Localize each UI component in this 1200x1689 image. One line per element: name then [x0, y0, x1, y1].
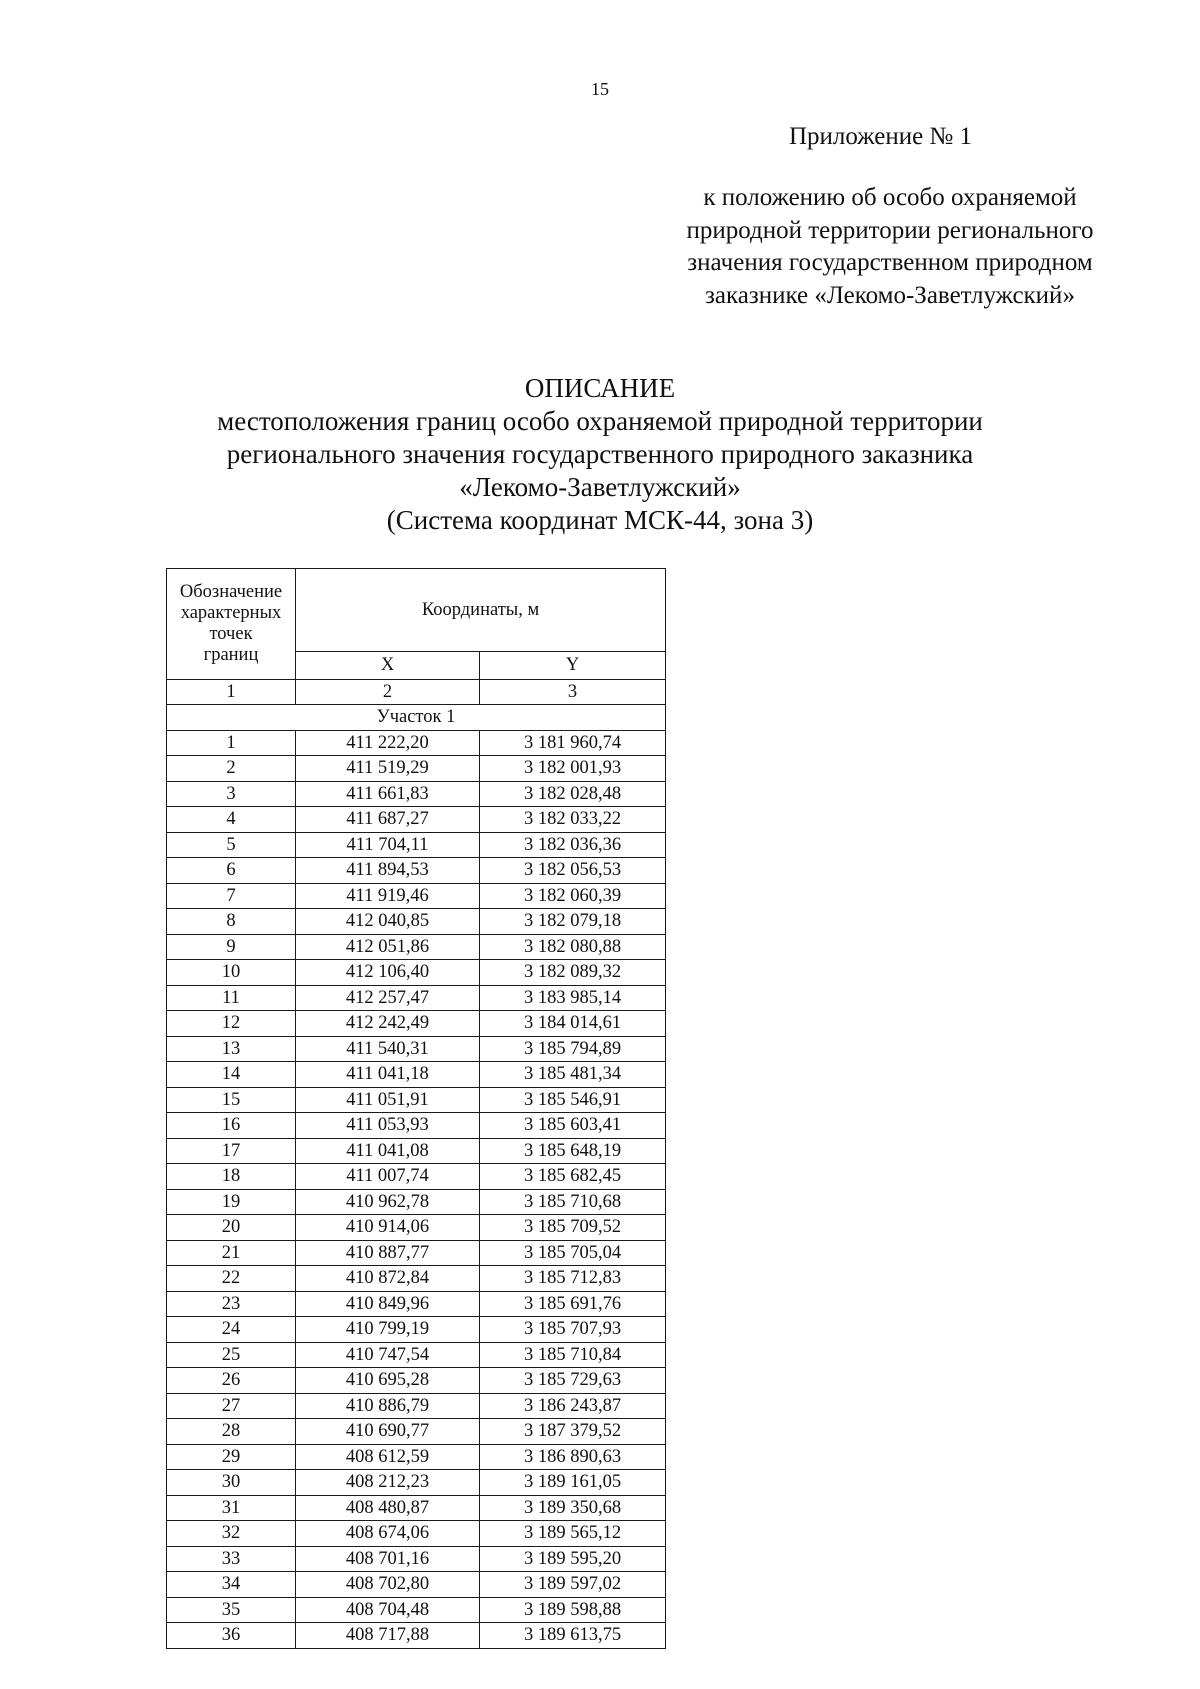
table-row	[167, 883, 666, 909]
table-row	[167, 1546, 666, 1572]
point-number-cell: 20	[167, 1215, 296, 1241]
column-number: 1	[167, 680, 296, 705]
point-number-cell: 9	[167, 934, 296, 960]
table-row	[167, 1291, 666, 1317]
point-number-cell: 13	[167, 1036, 296, 1062]
table-header-row	[167, 569, 666, 652]
y-coordinate-cell: 3 185 729,63	[480, 1368, 666, 1394]
header-point-designation	[167, 569, 296, 680]
x-coordinate-cell: 410 962,78	[296, 1189, 480, 1215]
table-row	[167, 858, 666, 884]
x-coordinate-cell: 410 849,96	[296, 1291, 480, 1317]
y-coordinate-cell: 3 182 079,18	[480, 909, 666, 935]
table-row	[167, 1317, 666, 1343]
table-row	[167, 1087, 666, 1113]
table-row	[167, 756, 666, 782]
point-number-cell: 29	[167, 1444, 296, 1470]
point-number-cell: 30	[167, 1470, 296, 1496]
table-row	[167, 1444, 666, 1470]
y-coordinate-cell: 3 183 985,14	[480, 985, 666, 1011]
y-coordinate-cell: 3 185 710,68	[480, 1189, 666, 1215]
document-heading	[0, 372, 1200, 537]
y-coordinate-cell: 3 186 243,87	[480, 1393, 666, 1419]
table-row	[167, 1062, 666, 1088]
table-row	[167, 1623, 666, 1649]
x-coordinate-cell: 408 480,87	[296, 1495, 480, 1521]
y-coordinate-cell: 3 185 546,91	[480, 1087, 666, 1113]
y-coordinate-cell: 3 185 691,76	[480, 1291, 666, 1317]
table-row	[167, 1521, 666, 1547]
y-coordinate-cell: 3 185 682,45	[480, 1164, 666, 1190]
table-row	[167, 730, 666, 756]
y-coordinate-cell: 3 185 709,52	[480, 1215, 666, 1241]
point-number-cell: 36	[167, 1623, 296, 1649]
appendix-subtitle-line: природной территории регионального	[686, 216, 1094, 244]
table-row	[167, 1138, 666, 1164]
table-row	[167, 1342, 666, 1368]
y-coordinate-cell: 3 185 648,19	[480, 1138, 666, 1164]
point-number-cell: 34	[167, 1572, 296, 1598]
y-coordinate-cell: 3 187 379,52	[480, 1419, 666, 1445]
table-row	[167, 832, 666, 858]
document-heading-line: «Лекомо-Заветлужский»	[459, 472, 741, 502]
appendix-title: Приложение № 1	[789, 123, 973, 150]
point-number-cell: 31	[167, 1495, 296, 1521]
x-coordinate-cell: 411 053,93	[296, 1113, 480, 1139]
y-coordinate-cell: 3 185 481,34	[480, 1062, 666, 1088]
column-number: 3	[480, 680, 666, 705]
y-coordinate-cell: 3 189 595,20	[480, 1546, 666, 1572]
y-coordinate-cell: 3 189 565,12	[480, 1521, 666, 1547]
table-row	[167, 934, 666, 960]
appendix-subtitle-line: значения государственном природном	[687, 249, 1093, 276]
point-number-cell: 12	[167, 1011, 296, 1037]
x-coordinate-cell: 410 747,54	[296, 1342, 480, 1368]
y-coordinate-cell: 3 189 161,05	[480, 1470, 666, 1496]
x-coordinate-cell: 408 702,80	[296, 1572, 480, 1598]
table-row	[167, 1266, 666, 1292]
x-coordinate-cell: 408 701,16	[296, 1546, 480, 1572]
table-row	[167, 1393, 666, 1419]
y-coordinate-cell: 3 182 028,48	[480, 781, 666, 807]
x-coordinate-cell: 408 674,06	[296, 1521, 480, 1547]
y-coordinate-cell: 3 189 613,75	[480, 1623, 666, 1649]
point-number-cell: 27	[167, 1393, 296, 1419]
header-point-line: характерных	[180, 603, 282, 623]
x-coordinate-cell: 411 540,31	[296, 1036, 480, 1062]
section-label: Участок 1	[167, 705, 666, 731]
table-row	[167, 985, 666, 1011]
point-number-cell: 4	[167, 807, 296, 833]
y-coordinate-cell: 3 185 603,41	[480, 1113, 666, 1139]
y-coordinate-cell: 3 182 089,32	[480, 960, 666, 986]
table-row	[167, 909, 666, 935]
y-coordinate-cell: 3 185 705,04	[480, 1240, 666, 1266]
page-number: 15	[591, 79, 609, 99]
point-number-cell: 14	[167, 1062, 296, 1088]
table-row	[167, 1495, 666, 1521]
point-number-cell: 1	[167, 730, 296, 756]
point-number-cell: 15	[167, 1087, 296, 1113]
header-y: Y	[480, 651, 666, 679]
x-coordinate-cell: 411 919,46	[296, 883, 480, 909]
point-number-cell: 2	[167, 756, 296, 782]
table-row	[167, 1419, 666, 1445]
point-number-cell: 35	[167, 1597, 296, 1623]
point-number-cell: 11	[167, 985, 296, 1011]
table-section-row	[167, 705, 666, 731]
y-coordinate-cell: 3 182 060,39	[480, 883, 666, 909]
x-coordinate-cell: 411 519,29	[296, 756, 480, 782]
x-coordinate-cell: 411 661,83	[296, 781, 480, 807]
point-number-cell: 25	[167, 1342, 296, 1368]
document-heading-line: (Система координат МСК-44, зона 3)	[386, 505, 814, 535]
appendix-subtitle-line: к положению об особо охраняемой	[703, 184, 1077, 211]
table-row	[167, 1113, 666, 1139]
x-coordinate-cell: 411 687,27	[296, 807, 480, 833]
y-coordinate-cell: 3 189 350,68	[480, 1495, 666, 1521]
document-heading-line: регионального значения государственного природного заказника	[226, 439, 974, 469]
header-x: X	[296, 651, 480, 679]
point-number-cell: 8	[167, 909, 296, 935]
x-coordinate-cell: 411 041,08	[296, 1138, 480, 1164]
y-coordinate-cell: 3 182 001,93	[480, 756, 666, 782]
y-coordinate-cell: 3 182 036,36	[480, 832, 666, 858]
point-number-cell: 33	[167, 1546, 296, 1572]
header-point-line: Обозначение	[179, 582, 283, 602]
x-coordinate-cell: 410 695,28	[296, 1368, 480, 1394]
x-coordinate-cell: 408 612,59	[296, 1444, 480, 1470]
x-coordinate-cell: 412 257,47	[296, 985, 480, 1011]
x-coordinate-cell: 410 872,84	[296, 1266, 480, 1292]
coordinates-table	[166, 568, 666, 1649]
y-coordinate-cell: 3 182 080,88	[480, 934, 666, 960]
table-row	[167, 1011, 666, 1037]
header-point-line: границ	[203, 645, 259, 665]
header-coordinates: Координаты, м	[296, 569, 666, 652]
appendix-subtitle	[640, 182, 1140, 312]
y-coordinate-cell: 3 185 712,83	[480, 1266, 666, 1292]
point-number-cell: 26	[167, 1368, 296, 1394]
x-coordinate-cell: 410 886,79	[296, 1393, 480, 1419]
table-row	[167, 1597, 666, 1623]
table-row	[167, 1164, 666, 1190]
y-coordinate-cell: 3 185 707,93	[480, 1317, 666, 1343]
point-number-cell: 6	[167, 858, 296, 884]
point-number-cell: 32	[167, 1521, 296, 1547]
x-coordinate-cell: 410 690,77	[296, 1419, 480, 1445]
table-row	[167, 1036, 666, 1062]
x-coordinate-cell: 408 704,48	[296, 1597, 480, 1623]
point-number-cell: 3	[167, 781, 296, 807]
table-column-numbers-row	[167, 680, 666, 705]
x-coordinate-cell: 410 887,77	[296, 1240, 480, 1266]
table-row	[167, 1215, 666, 1241]
x-coordinate-cell: 411 041,18	[296, 1062, 480, 1088]
x-coordinate-cell: 411 222,20	[296, 730, 480, 756]
table-row	[167, 1470, 666, 1496]
table-row	[167, 781, 666, 807]
x-coordinate-cell: 411 894,53	[296, 858, 480, 884]
point-number-cell: 7	[167, 883, 296, 909]
point-number-cell: 21	[167, 1240, 296, 1266]
document-heading-line: местоположения границ особо охраняемой природной территории	[217, 406, 983, 436]
x-coordinate-cell: 411 704,11	[296, 832, 480, 858]
x-coordinate-cell: 412 051,86	[296, 934, 480, 960]
y-coordinate-cell: 3 181 960,74	[480, 730, 666, 756]
x-coordinate-cell: 411 051,91	[296, 1087, 480, 1113]
point-number-cell: 24	[167, 1317, 296, 1343]
point-number-cell: 5	[167, 832, 296, 858]
point-number-cell: 16	[167, 1113, 296, 1139]
y-coordinate-cell: 3 186 890,63	[480, 1444, 666, 1470]
point-number-cell: 10	[167, 960, 296, 986]
x-coordinate-cell: 410 799,19	[296, 1317, 480, 1343]
x-coordinate-cell: 412 106,40	[296, 960, 480, 986]
y-coordinate-cell: 3 189 597,02	[480, 1572, 666, 1598]
appendix-subtitle-line: заказнике «Лекомо-Заветлужский»	[705, 281, 1075, 309]
y-coordinate-cell: 3 185 710,84	[480, 1342, 666, 1368]
y-coordinate-cell: 3 182 056,53	[480, 858, 666, 884]
x-coordinate-cell: 408 212,23	[296, 1470, 480, 1496]
table-row	[167, 1189, 666, 1215]
point-number-cell: 18	[167, 1164, 296, 1190]
y-coordinate-cell: 3 182 033,22	[480, 807, 666, 833]
point-number-cell: 22	[167, 1266, 296, 1292]
point-number-cell: 23	[167, 1291, 296, 1317]
y-coordinate-cell: 3 189 598,88	[480, 1597, 666, 1623]
x-coordinate-cell: 410 914,06	[296, 1215, 480, 1241]
column-number: 2	[296, 680, 480, 705]
x-coordinate-cell: 412 242,49	[296, 1011, 480, 1037]
x-coordinate-cell: 411 007,74	[296, 1164, 480, 1190]
x-coordinate-cell: 408 717,88	[296, 1623, 480, 1649]
point-number-cell: 28	[167, 1419, 296, 1445]
x-coordinate-cell: 412 040,85	[296, 909, 480, 935]
table-row	[167, 807, 666, 833]
point-number-cell: 17	[167, 1138, 296, 1164]
header-point-line: точек	[209, 624, 253, 644]
y-coordinate-cell: 3 185 794,89	[480, 1036, 666, 1062]
table-row	[167, 1368, 666, 1394]
y-coordinate-cell: 3 184 014,61	[480, 1011, 666, 1037]
table-row	[167, 1572, 666, 1598]
document-title: ОПИСАНИЕ	[524, 373, 676, 403]
table-row	[167, 960, 666, 986]
point-number-cell: 19	[167, 1189, 296, 1215]
table-row	[167, 1240, 666, 1266]
